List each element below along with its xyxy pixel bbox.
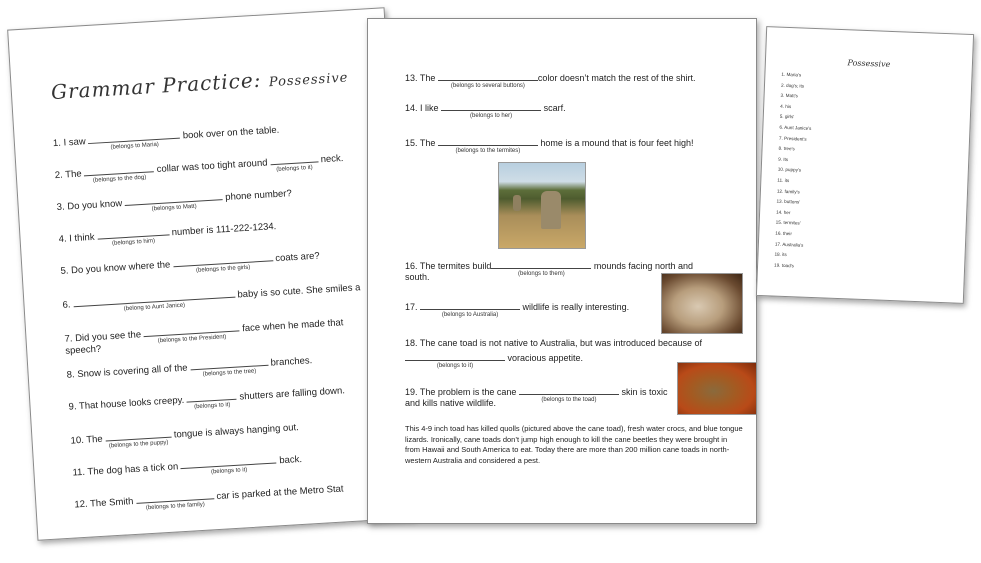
- answer-blank: (belongs to the family): [136, 489, 214, 504]
- question-6: 6. (belong to Aunt Janice) baby is so cute. She smiles a: [62, 282, 361, 313]
- answer-item: 14. her: [776, 209, 791, 215]
- termite-mound-shape: [513, 195, 521, 211]
- answer-blank: (belongs to it): [186, 390, 237, 403]
- question-17: 17. (belongs to Australia) wildlife is really interesting.: [405, 302, 630, 318]
- question-1: 1. I saw (belongs to Maria) book over on the table.: [52, 124, 280, 151]
- answer-blank: (belongs to the toad): [519, 385, 619, 395]
- answer-key-title: Possessive: [847, 58, 891, 69]
- worksheet-page-1: [7, 7, 415, 541]
- answer-item: 11. its: [777, 177, 790, 184]
- question-7: 7. Did you see the (belongs to the President) face when he made that: [64, 317, 344, 345]
- answer-item: 6. Aunt Janice's: [779, 124, 812, 131]
- answer-item: 4. his: [780, 103, 792, 109]
- answer-blank: (belongs to the puppy): [105, 428, 171, 442]
- answer-item: 1. Maria's: [781, 71, 802, 78]
- answer-item: 16. their: [775, 230, 793, 237]
- answer-item: 15. termites': [775, 219, 801, 226]
- answer-blank: (belongs to her): [441, 101, 541, 111]
- question-18-continued: (belongs to it) voracious appetite.: [405, 351, 583, 363]
- answer-blank: (belongs to him): [97, 225, 169, 239]
- answer-blank: (belongs to the tree): [190, 356, 268, 371]
- question-3: 3. Do you know (belongs to Matt) phone number?: [56, 188, 293, 214]
- answer-item: 9. Its: [778, 156, 789, 162]
- cane-toad-photo: [677, 362, 757, 415]
- answer-blank: (belongs to the President): [143, 321, 239, 337]
- answer-item: 7. President's: [778, 135, 807, 142]
- question-10: 10. The (belongs to the puppy) tongue is always hanging out.: [70, 422, 300, 450]
- answer-blank: (belongs to the dog): [84, 162, 154, 176]
- question-7-continued: speech?: [65, 343, 102, 357]
- answer-item: 18. its: [774, 251, 787, 258]
- question-9: 9. That house looks creepy. (belongs to it) shutters are falling down.: [68, 385, 346, 413]
- question-14: 14. I like (belongs to her) scarf.: [405, 103, 566, 119]
- question-5: 5. Do you know where the (belongs to the girls) coats are?: [60, 250, 320, 277]
- question-13: 13. The (belongs to several buttons) color doesn’t match the rest of the shirt.: [405, 73, 696, 89]
- answer-item: 13. buttons': [776, 198, 801, 205]
- answer-item: 12. family's: [776, 188, 800, 195]
- answer-blank: (belongs to several buttons): [438, 71, 538, 81]
- question-16: 16. The termites build (belongs to them) mounds facing north and: [405, 261, 693, 277]
- question-19: 19. The problem is the cane (belongs to the toad) skin is toxic: [405, 387, 668, 403]
- question-19-continued: and kills native wildlife.: [405, 398, 497, 408]
- answer-item: 3. Matt's: [780, 92, 798, 99]
- answer-blank: (belongs to Matt): [124, 190, 222, 206]
- answer-blank: (belongs to Maria): [88, 129, 180, 144]
- question-18: 18. The cane toad is not native to Australia, but was introduced because of: [405, 338, 703, 348]
- answer-list: [774, 70, 814, 272]
- quoll-photo: [661, 273, 743, 334]
- cane-toad-paragraph: This 4-9 inch toad has killed quolls (pictured above the cane toad), fresh water crocs, and blue tongue lizards. Ironically, cane toads don’t jump high enough to kill the cane beetles they were brought in from Hawaii and South America to eat. Today there are more than 200 million cane toads in north-western Australia and considered a pest.: [405, 424, 743, 465]
- question-4: 4. I think (belongs to him) number is 111-222-1234.: [58, 221, 277, 247]
- answer-item: 17. Australia's: [774, 241, 804, 248]
- worksheet-page-2: [367, 18, 757, 524]
- question-16-continued: south.: [405, 272, 430, 282]
- answer-blank: (belongs to Australia): [420, 300, 520, 310]
- answer-blank: (belongs to them): [491, 259, 591, 269]
- answer-blank: (belongs to it): [405, 351, 505, 361]
- answer-blank: (belongs to the girls): [172, 251, 272, 267]
- question-8: 8. Snow is covering all of the (belongs to the tree) branches.: [66, 355, 313, 381]
- answer-item: 10. puppy's: [777, 167, 802, 173]
- question-2: 2. The (belongs to the dog) collar was too tight around (belongs to it) neck.: [54, 152, 344, 184]
- question-12: 12. The Smith (belongs to the family) car is parked at the Metro Stat: [74, 483, 344, 512]
- answer-blank: (belongs to it): [270, 152, 319, 165]
- termite-mound-photo: [498, 162, 586, 249]
- answer-item: 19. toad's: [774, 262, 794, 269]
- termite-mound-shape: [541, 191, 561, 229]
- worksheet-title: Grammar Practice: Possessive: [50, 67, 349, 105]
- answer-blank: (belongs to the termites): [438, 136, 538, 146]
- answer-item: 2. dog's; its: [780, 82, 805, 89]
- answer-item: 5. girls': [779, 114, 795, 120]
- question-11: 11. The dog has a tick on (belongs to it) back.: [72, 453, 303, 479]
- answer-item: 8. tree's: [778, 145, 795, 152]
- answer-blank: (belong to Aunt Janice): [73, 288, 235, 308]
- answer-key-page: [756, 26, 974, 304]
- question-15: 15. The (belongs to the termites) home is a mound that is four feet high!: [405, 138, 694, 154]
- answer-blank: (belongs to it): [180, 453, 276, 469]
